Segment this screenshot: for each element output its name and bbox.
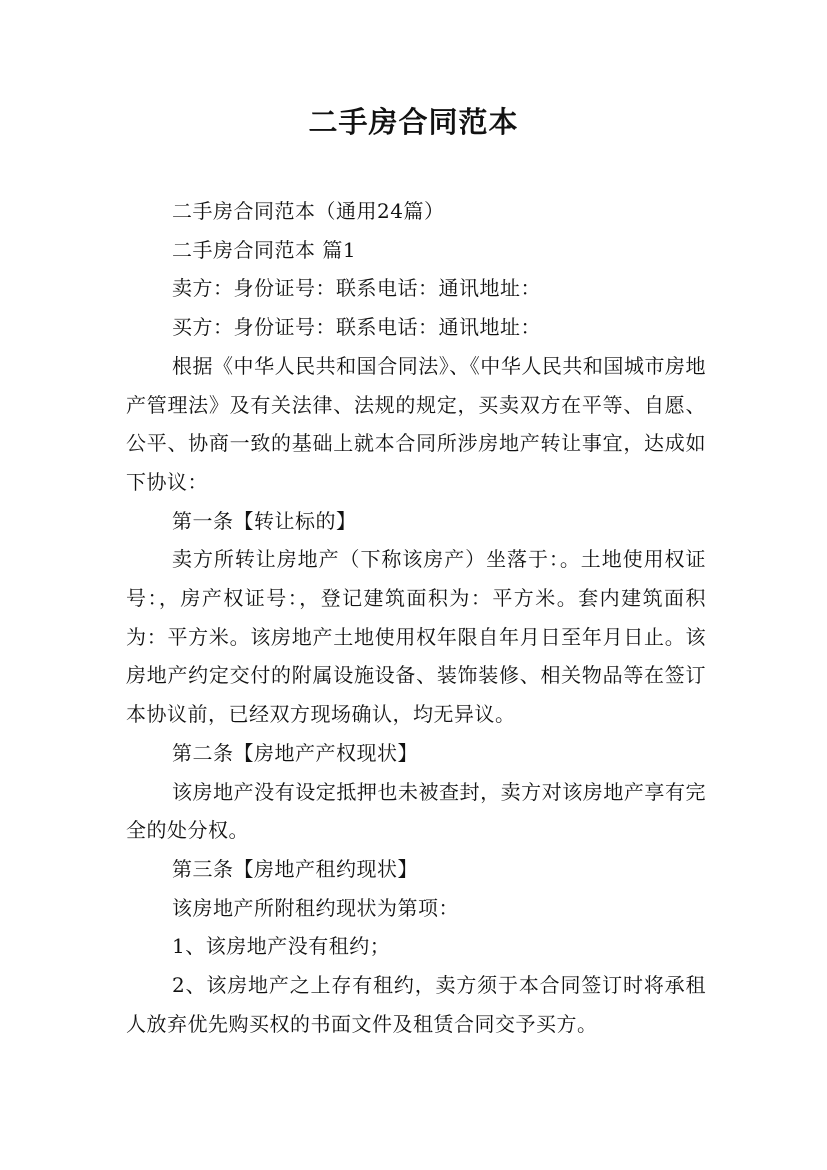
seller-info: 卖方：身份证号：联系电话：通讯地址： <box>172 276 541 301</box>
article-3-item-1: 1、该房地产没有租约； <box>172 934 391 959</box>
article-2-heading: 第二条【房地产产权现状】 <box>172 740 418 765</box>
document-body <box>126 192 706 1043</box>
article-3-heading: 第三条【房地产租约现状】 <box>172 856 418 881</box>
section-heading-1: 二手房合同范本 篇1 <box>172 237 357 262</box>
article-2-body: 该房地产没有设定抵押也未被查封，卖方对该房地产享有完全的处分权。 <box>126 779 706 843</box>
article-3-body: 该房地产所附租约现状为第项： <box>172 895 459 920</box>
buyer-info: 买方：身份证号：联系电话：通讯地址： <box>172 315 541 340</box>
article-1-heading: 第一条【转让标的】 <box>172 508 357 533</box>
article-1-body: 卖方所转让房地产（下称该房产）坐落于：。土地使用权证号：，房产权证号：，登记建筑面积为：平方米。套内建筑面积为：平方米。该房地产土地使用权年限自年月日至年月日止。该房地产约定交付的附属设施设备、装饰装修、相关物品等在签订本协议前，已经双方现场确认，均无异议。 <box>126 547 706 727</box>
document-title: 二手房合同范本 <box>308 105 519 139</box>
preamble-paragraph: 根据《中华人民共和国合同法》、《中华人民共和国城市房地产管理法》及有关法律、法规的规定，买卖双方在平等、自愿、公平、协商一致的基础上就本合同所涉房地产转让事宜，达成如下协议： <box>126 353 706 494</box>
article-3-item-2: 2、该房地产之上存有租约，卖方须于本合同签订时将承租人放弃优先购买权的书面文件及租赁合同交予买方。 <box>126 973 706 1036</box>
doc-subtitle: 二手房合同范本（通用24篇） <box>172 199 445 223</box>
